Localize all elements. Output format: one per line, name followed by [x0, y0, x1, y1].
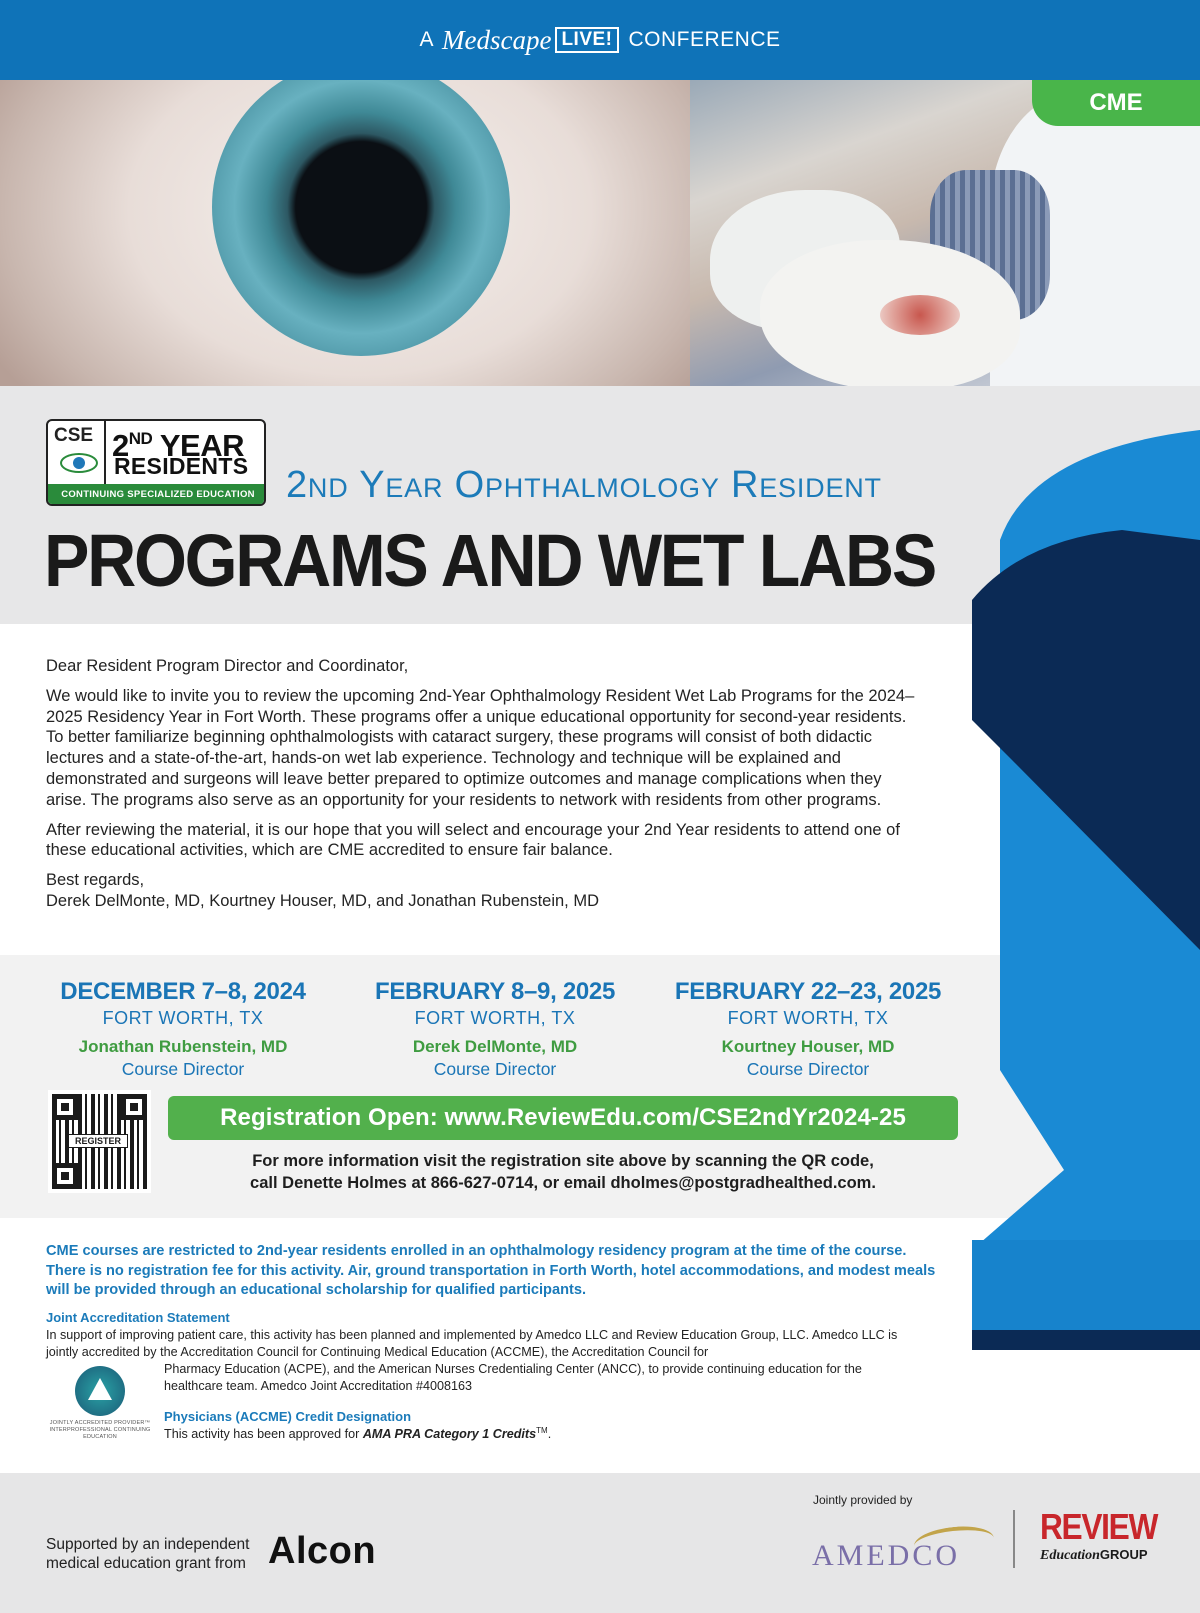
eye-closeup-image: [0, 80, 700, 386]
event-february-22: [658, 978, 958, 1080]
logo-cse: CSE: [54, 425, 94, 446]
alcon-logo: Alcon: [268, 1530, 377, 1572]
event-role: Course Director: [433, 1059, 557, 1079]
jap-logo-text: JOINTLY ACCREDITED PROVIDER™ INTERPROFESSIONAL CONTINUING EDUCATION: [49, 1420, 151, 1440]
medscape-logo: Medscape: [441, 24, 552, 55]
letter-signers: Derek DelMonte, MD, Kourtney Houser, MD, and Jonathan Rubenstein, MD: [46, 891, 600, 910]
qr-register-label: REGISTER: [68, 1134, 128, 1148]
live-badge: LIVE!: [555, 27, 618, 53]
grant-support-text: [46, 1535, 249, 1573]
numeral-two-face: [972, 1240, 1200, 1330]
letter-closing: Best regards,: [46, 871, 145, 890]
accreditation-text-continued: Pharmacy Education (ACPE), and the American Nurses Credentialing Center (ANCC), to provide continuing education for the healthcare team. Amedco Joint Accreditation #4008163: [164, 1362, 862, 1393]
jointly-accredited-provider-logo: [46, 1366, 154, 1440]
amedco-wordmark: AMEDCO: [812, 1539, 961, 1572]
review-subtitle: [1040, 1547, 1160, 1564]
cme-badge: CME: [1032, 80, 1200, 126]
credit-category: AMA PRA Category 1 Credits: [362, 1427, 537, 1442]
event-director: Derek DelMonte, MD: [412, 1037, 578, 1056]
qr-finder-top-left: [52, 1094, 78, 1120]
jap-triangle-icon: [75, 1366, 125, 1416]
qr-finder-top-right: [121, 1094, 147, 1120]
credit-designation-text: [164, 1426, 551, 1441]
credit-end: .: [547, 1427, 552, 1442]
event-role: Course Director: [121, 1059, 245, 1079]
top-banner: [0, 0, 1200, 80]
event-february-8: [345, 978, 645, 1080]
credit-tm: TM: [536, 1426, 548, 1435]
logo-year-word: YEAR: [159, 428, 245, 463]
letter-paragraph-1: We would like to invite you to review the upcoming 2nd-Year Ophthalmology Resident Wet Lab Programs for the 2024–2025 Residency Year in Fort Worth. These programs offer a unique educational opportunity for second-year residents. To better familiarize beginning ophthalmologists with cataract surgery, these programs will consist of both didactic lectures and a state-of-the-art, hands-on wet lab experience. Technology and technique will be explained and demonstrated and surgeons will leave better prepared to optimize outcomes and manage complications when they arise. The programs also serve as an opportunity for your residents to network with residents from other programs.: [46, 686, 915, 809]
accreditation-text: In support of improving patient care, this activity has been planned and implemented by Amedco LLC and Review Education Group, LLC. Amedco LLC is jointly accredited by the Accreditation Council for Continuing Medical Education (ACCME), the Accreditation Council for: [46, 1328, 898, 1359]
contact-info-line-2[interactable]: call Denette Holmes at 866-627-0714, or email dholmes@postgradhealthed.com.: [250, 1174, 876, 1192]
review-wordmark: REVIEW: [1040, 1506, 1158, 1547]
accreditation-heading: Joint Accreditation Statement: [46, 1310, 230, 1325]
logo-residents: RESIDENTS: [114, 453, 249, 479]
event-december: [33, 978, 333, 1080]
banner-prefix: A: [419, 28, 434, 51]
big-numeral-two-graphic: [972, 430, 1200, 1390]
qr-pattern: [52, 1094, 147, 1189]
jointly-provided-label: Jointly provided by: [813, 1493, 913, 1507]
contact-info: [168, 1150, 958, 1194]
event-location: FORT WORTH, TX: [727, 1008, 889, 1028]
cse-2nd-year-residents-logo: [46, 419, 266, 506]
event-date: DECEMBER 7–8, 2024: [60, 978, 306, 1005]
amedco-logo: [812, 1527, 994, 1575]
review-sub-education: Education: [1040, 1548, 1100, 1563]
review-education-group-logo: [1040, 1506, 1160, 1564]
event-director: Kourtney Houser, MD: [721, 1037, 895, 1056]
cme-eligibility-note: CME courses are restricted to 2nd-year residents enrolled in an ophthalmology residency program at the time of the course. There is no registration fee for this activity. Air, ground transportation in Forth Worth, hotel accommodations, and modest meals will be provided through an educational scholarship for qualified participants.: [46, 1243, 936, 1298]
support-line-2: medical education grant from: [46, 1555, 246, 1572]
logo-year-sup: ND: [128, 429, 153, 448]
registration-link[interactable]: Registration Open: www.ReviewEdu.com/CSE2ndYr2024-25: [168, 1096, 958, 1140]
eye-icon: [60, 453, 98, 473]
event-location: FORT WORTH, TX: [102, 1008, 264, 1028]
logo-separator: [1013, 1510, 1015, 1568]
banner-suffix: CONFERENCE: [628, 28, 781, 51]
review-sub-group: GROUP: [1099, 1547, 1148, 1562]
event-role: Course Director: [746, 1059, 870, 1079]
page-subtitle: 2nd Year Ophthalmology Resident: [286, 464, 882, 506]
qr-finder-bottom-left: [52, 1163, 78, 1189]
event-location: FORT WORTH, TX: [414, 1008, 576, 1028]
hero-image: [0, 80, 1200, 386]
invitation-letter: [46, 656, 926, 912]
letter-greeting: Dear Resident Program Director and Coordinator,: [46, 657, 409, 675]
page-title: PROGRAMS AND WET LABS: [44, 519, 935, 602]
registration-qr-code[interactable]: [48, 1090, 151, 1193]
support-line-1: Supported by an independent: [46, 1536, 250, 1553]
iris: [212, 80, 510, 356]
surgical-field: [880, 295, 960, 335]
logo-strip: CONTINUING SPECIALIZED EDUCATION: [48, 484, 266, 504]
event-date: FEBRUARY 8–9, 2025: [374, 978, 616, 1005]
event-date: FEBRUARY 22–23, 2025: [674, 978, 942, 1005]
letter-paragraph-2: After reviewing the material, it is our hope that you will select and encourage your 2nd Year residents to attend one of these educational activities, which are CME accredited to ensure fair balance.: [46, 820, 900, 860]
credit-text: This activity has been approved for: [164, 1427, 360, 1442]
contact-info-line-1: For more information visit the registration site above by scanning the QR code,: [252, 1152, 874, 1170]
event-director: Jonathan Rubenstein, MD: [78, 1037, 288, 1056]
logo-year-num: 2: [112, 428, 129, 463]
logo-divider: [104, 421, 106, 485]
credit-designation-heading: Physicians (ACCME) Credit Designation: [164, 1409, 412, 1424]
